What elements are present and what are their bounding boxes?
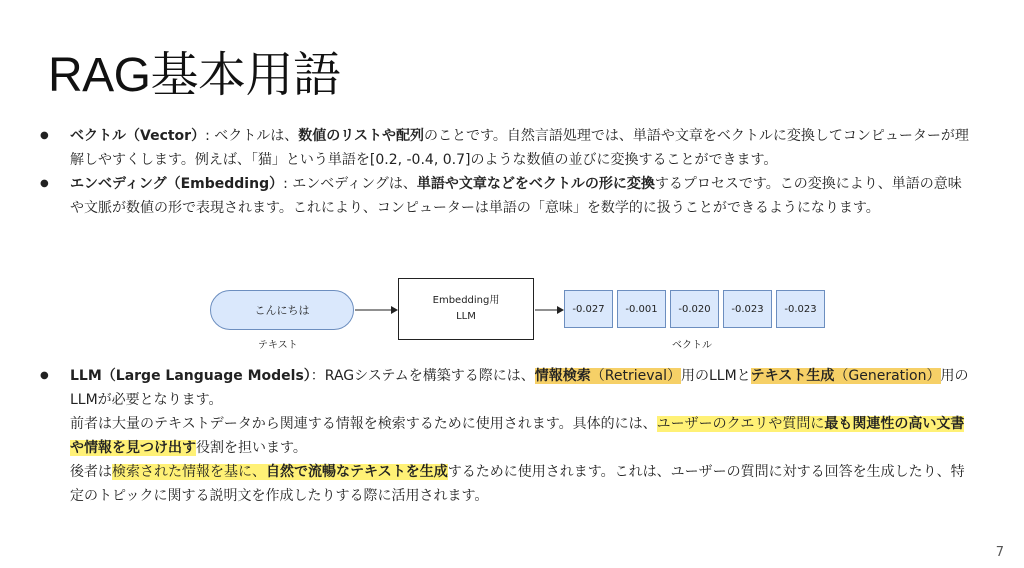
- query-text: ユーザーのクエリや質問に: [656, 416, 825, 432]
- vector-caption: ベクトル: [672, 340, 712, 351]
- arrow-right-icon: [355, 303, 399, 317]
- generation-text: （Generation）: [834, 368, 941, 384]
- embedding-diagram: [206, 276, 826, 356]
- bullet-llm: [40, 364, 975, 508]
- llm-text-5: 役割を担います。: [196, 440, 307, 456]
- generate-text: 検索された情報を基に、: [112, 464, 266, 480]
- bullet-vector: [40, 124, 975, 172]
- term-llm: LLM（Large Language Models）: [70, 368, 311, 384]
- bullet-list-llm: [40, 364, 975, 508]
- highlight-retrieval: [535, 368, 681, 384]
- slide-title: RAG基本用語: [48, 49, 341, 102]
- vector-cell: -0.020: [670, 290, 719, 328]
- llm-text-2: 用のLLMと: [680, 368, 751, 384]
- llm-text-3: 用のLLMが必要となります。: [70, 368, 969, 408]
- llm-text-6: 後者は: [70, 464, 112, 480]
- embedding-text-1: : エンベディングは、: [283, 176, 417, 192]
- generation-bold: テキスト生成: [750, 368, 835, 384]
- embedding-llm-box: [398, 278, 534, 340]
- vector-cell: -0.023: [723, 290, 772, 328]
- term-embedding: エンベディング（Embedding）: [70, 176, 284, 192]
- input-text-pill: こんにちは: [210, 290, 354, 330]
- vector-text-1: : ベクトルは、: [205, 128, 299, 144]
- llm-text-4: 前者は大量のテキストデータから関連する情報を検索するために使用されます。具体的には、: [70, 416, 657, 432]
- llm-text-7: するために使用されます。これは、ユーザーの質問に対する回答を生成したり、特定のトピックに関する説明文を作成したりする際に活用されます。: [70, 464, 965, 504]
- highlight-generate: [112, 464, 448, 480]
- generate-bold: 自然で流暢なテキストを生成: [266, 464, 448, 480]
- llm-text-1: ：RAGシステムを構築する際には、: [310, 368, 535, 384]
- embedding-bold-1: 単語や文章などをベクトルの形に変換: [416, 176, 655, 192]
- vector-bold-1: 数値のリストや配列: [298, 128, 424, 144]
- bullet-embedding: [40, 172, 975, 220]
- llm-box-line1: Embedding用: [432, 295, 500, 306]
- llm-box-line2: LLM: [456, 311, 476, 322]
- arrow-right-icon: [535, 303, 565, 317]
- vector-cell: -0.027: [564, 290, 613, 328]
- highlight-generation: [751, 368, 941, 384]
- term-vector: ベクトル（Vector）: [70, 128, 206, 144]
- bullet-list: [40, 124, 975, 220]
- vector-text-2: のことです。自然言語処理では、単語や文章をベクトルに変換してコンピューターが理解しやすくします。例えば、「猫」という単語を[0.2, -0.4, 0.7]のような数値の並びに変換することができます。: [70, 128, 969, 168]
- query-bold: 最も関連性の高い文書や情報を見つけ出す: [70, 416, 965, 456]
- vector-cells: [564, 290, 825, 328]
- vector-cell: -0.023: [776, 290, 825, 328]
- retrieval-bold: 情報検索: [534, 368, 591, 384]
- page-number: 7: [995, 545, 1004, 560]
- vector-cell: -0.001: [617, 290, 666, 328]
- embedding-text-2: するプロセスです。この変換により、単語の意味や文脈が数値の形で表現されます。これにより、コンピューターは単語の「意味」を数学的に扱うことができるようになります。: [70, 176, 962, 216]
- input-caption: テキスト: [258, 340, 298, 351]
- retrieval-text: （Retrieval）: [590, 368, 681, 384]
